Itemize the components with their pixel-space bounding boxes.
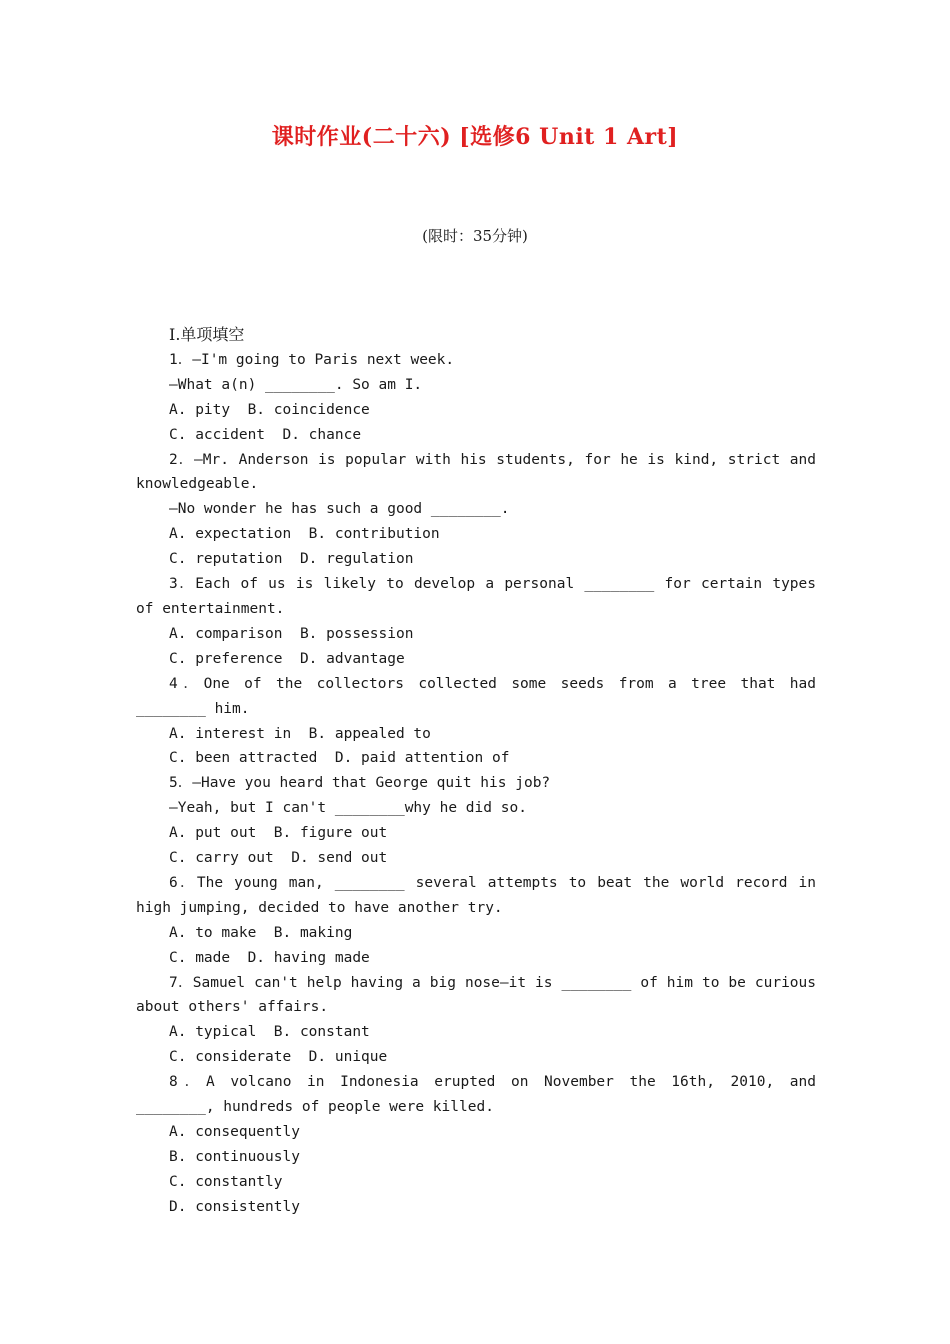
page-title: 课时作业(二十六) [选修6 Unit 1 Art] [271, 124, 679, 150]
question-options: C. reputation D. regulation [169, 551, 414, 568]
question-options: A. put out B. figure out [169, 825, 388, 842]
question-options: A. typical B. constant [169, 1024, 370, 1041]
question-options: A. to make B. making [169, 924, 353, 941]
question-option: B. continuously [169, 1148, 300, 1165]
question-stem: 4．One of the collectors collected some seeds from a tree that had ________ him. [136, 675, 816, 717]
question-option: C. constantly [169, 1173, 283, 1190]
time-limit: (限时：35分钟) [422, 227, 528, 245]
exercise-body [136, 323, 816, 1220]
question-options: A. expectation B. contribution [169, 526, 440, 543]
question-response: —No wonder he has such a good ________. [169, 501, 510, 518]
question-stem: 2．—Mr. Anderson is popular with his students, for he is kind, strict and knowledgeable. [136, 451, 816, 493]
question-options: A. interest in B. appealed to [169, 725, 431, 742]
question-options: A. pity B. coincidence [169, 401, 370, 418]
question-response: —What a(n) ________. So am I. [169, 376, 423, 393]
question-options: C. preference D. advantage [169, 650, 405, 667]
question-stem: 6．The young man, ________ several attempts to beat the world record in high jumping, decided to have another try. [136, 874, 816, 916]
question-options: C. carry out D. send out [169, 850, 388, 867]
question-response: —Yeah, but I can't ________why he did so. [169, 800, 527, 817]
question-options: C. considerate D. unique [169, 1049, 388, 1066]
question-options: C. made D. having made [169, 949, 370, 966]
question-option: A. consequently [169, 1124, 300, 1140]
question-options: A. comparison B. possession [169, 625, 414, 642]
section-heading: Ⅰ.单项填空 [169, 325, 245, 344]
question-options: C. been attracted D. paid attention of [169, 750, 510, 767]
question-stem: 1．—I'm going to Paris next week. [169, 351, 455, 368]
question-option: D. consistently [169, 1198, 300, 1215]
question-stem: 7．Samuel can't help having a big nose—it is ________ of him to be curious about others' affairs. [136, 974, 816, 1016]
question-stem: 5．—Have you heard that George quit his job? [169, 775, 551, 792]
question-stem: 3．Each of us is likely to develop a personal ________ for certain types of entertainment. [136, 576, 816, 617]
question-options: C. accident D. chance [169, 426, 362, 443]
question-stem: 8．A volcano in Indonesia erupted on November the 16th, 2010, and ________, hundreds of people were killed. [136, 1074, 816, 1116]
